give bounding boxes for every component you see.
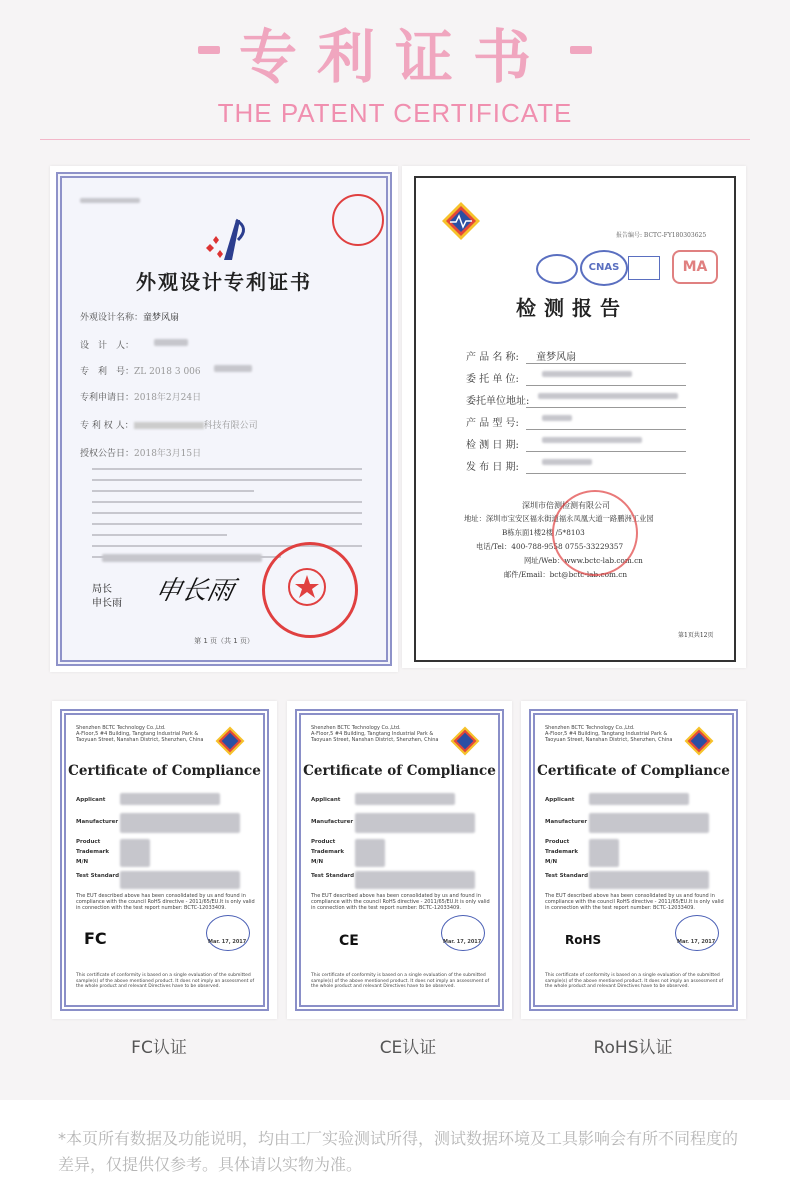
cert-label-model: M/N [545, 859, 558, 865]
header-divider [40, 139, 750, 140]
cert-card-rohs [521, 701, 746, 1019]
patent-signer-title: 局长 [92, 584, 112, 595]
cert-company-line2: A-Floor,5 #4 Building, Tangtang Industrial Park & [545, 731, 668, 737]
cert-label-manufacturer: Manufacturer [545, 819, 588, 825]
patent-redacted-line [102, 554, 262, 562]
cert-company-line3: Taoyuan Street, Nanshan District, Shenzhen, China [311, 737, 439, 743]
patent-serial [80, 198, 140, 203]
cert-statement: The EUT described above has been consolidated by us and found in compliance with the council RoHS directive - 2011/65/EU.It is only valid in connection with the test report number: BCTC-12033409. [311, 893, 490, 911]
cert-label-applicant: Applicant [76, 797, 106, 803]
cert-label-model: M/N [76, 859, 89, 865]
report-address: 地址：深圳市宝安区福永街道福永凤凰大道一路鹏洲工业园 [464, 514, 654, 523]
testing-mark-icon [628, 256, 660, 280]
cert-label-trademark: Trademark [545, 849, 579, 855]
cert-disclaimer: This certificate of conformity is based on a single evaluation of the submitted sample(s) of the above mentioned product. It does not imply an assessment of the whole product and relevant Directives have to be observed. [311, 973, 490, 989]
ce-certificate [295, 709, 504, 1011]
cert-disclaimer: This certificate of conformity is based on a single evaluation of the submitted sample(s) of the above mentioned product. It does not imply an assessment of the whole product and relevant Directives have to be observed. [76, 973, 255, 989]
cert-label-trademark: Trademark [311, 849, 345, 855]
cert-label-product: Product [76, 839, 101, 845]
report-email: 邮件/Email：bct@bctc-lab.com.cn [504, 570, 628, 579]
report-row-model: 产 品 型 号: [466, 418, 519, 429]
bctc-logo-icon [214, 725, 246, 757]
cert-disclaimer: This certificate of conformity is based on a single evaluation of the submitted sample(s) of the above mentioned product. It does not imply an assessment of the whole product and relevant Directives have to be observed. [545, 973, 724, 989]
report-page: 第1页共12页 [678, 632, 714, 639]
cert-company-line1: Shenzhen BCTC Technology Co.,Ltd. [545, 725, 635, 731]
cert-statement: The EUT described above has been consolidated by us and found in compliance with the council RoHS directive - 2011/65/EU.It is only valid in connection with the test report number: BCTC-12033409. [76, 893, 255, 911]
rohs-certificate [529, 709, 738, 1011]
cert-card-fc [52, 701, 277, 1019]
patent-row-name: 外观设计名称：童梦风扇 [80, 313, 180, 323]
cert-date: Mar. 17, 2017 [677, 939, 716, 945]
cert-caption-rohs: RoHS认证 [593, 1038, 673, 1058]
cert-company-line1: Shenzhen BCTC Technology Co.,Ltd. [311, 725, 401, 731]
cert-signature-stamp [441, 915, 485, 951]
report-number: 报告编号: BCTC-FY180303625 [616, 232, 707, 239]
test-report [414, 176, 736, 662]
patent-row-number: 专 利 号：ZL 2018 3 006 [80, 367, 201, 377]
bctc-logo-icon [449, 725, 481, 757]
cnas-mark-icon: CNAS [580, 250, 628, 286]
patent-row-designer: 设 计 人： [80, 341, 135, 351]
patent-emblem-icon [202, 214, 252, 264]
cert-company-line3: Taoyuan Street, Nanshan District, Shenzhen, China [76, 737, 204, 743]
cert-company-line1: Shenzhen BCTC Technology Co.,Ltd. [76, 725, 166, 731]
patent-signer-name: 申长雨 [92, 598, 122, 609]
cert-label-manufacturer: Manufacturer [311, 819, 354, 825]
report-company-seal [552, 490, 638, 576]
cert-label-applicant: Applicant [311, 797, 341, 803]
bctc-logo-icon [440, 200, 482, 242]
patent-certificate [56, 172, 392, 666]
report-company: 深圳市倍测检测有限公司 [522, 501, 610, 510]
cert-label-product: Product [311, 839, 336, 845]
cert-signature-stamp [206, 915, 250, 951]
cert-title: Certificate of Compliance [68, 763, 261, 779]
cert-signature-stamp [675, 915, 719, 951]
report-phone: 电话/Tel：400-788-9558 0755-33229357 [476, 542, 624, 551]
cert-company-line2: A-Floor,5 #4 Building, Tangtang Industrial Park & [311, 731, 434, 737]
report-row-address: 委托单位地址: [466, 396, 530, 407]
report-row-release-date: 发 布 日 期: [466, 462, 519, 473]
cert-label-standard: Test Standard [311, 873, 355, 879]
cert-card-ce [287, 701, 512, 1019]
patent-page-number: 第 1 页（共 1 页） [194, 637, 254, 645]
cert-caption-fc: FC认证 [131, 1038, 187, 1058]
report-web: 网址/Web：www.bctc-lab.com.cn [524, 556, 643, 565]
cert-statement: The EUT described above has been consolidated by us and found in compliance with the council RoHS directive - 2011/65/EU.It is only valid in connection with the test report number: BCTC-12033409. [545, 893, 724, 911]
cert-title: Certificate of Compliance [303, 763, 496, 779]
cert-caption-ce: CE认证 [379, 1038, 437, 1058]
patent-signature: 申长雨 [152, 576, 237, 606]
patent-row-announce: 授权公告日：2018年3月15日 [80, 449, 202, 459]
cert-date: Mar. 17, 2017 [208, 939, 247, 945]
cert-title: Certificate of Compliance [537, 763, 730, 779]
report-row-test-date: 检 测 日 期: [466, 440, 519, 451]
cert-label-standard: Test Standard [76, 873, 120, 879]
cert-label-applicant: Applicant [545, 797, 575, 803]
cert-date: Mar. 17, 2017 [443, 939, 482, 945]
fc-certificate [60, 709, 269, 1011]
patent-card [50, 166, 398, 672]
cert-company-line2: A-Floor,5 #4 Building, Tangtang Industrial Park & [76, 731, 199, 737]
cert-company-line3: Taoyuan Street, Nanshan District, Shenzhen, China [545, 737, 673, 743]
ce-mark-icon: CE [339, 933, 359, 949]
patent-title: 外观设计专利证书 [136, 270, 312, 294]
footer-disclaimer: *本页所有数据及功能说明，均由工厂实验测试所得，测试数据环境及工具影响会有所不同程度的差异，仅提供仅参考。具体请以实物为准。 [58, 1129, 739, 1174]
fc-mark-icon: FC [84, 929, 107, 948]
cert-label-model: M/N [311, 859, 324, 865]
report-address-2: B栋东面1楼2楼 /5*8103 [502, 528, 585, 537]
report-title: 检测报告 [516, 296, 628, 320]
bctc-logo-icon [683, 725, 715, 757]
patent-office-seal [262, 542, 358, 638]
cert-label-trademark: Trademark [76, 849, 110, 855]
patent-row-owner: 专 利 权 人： 科技有限公司 [80, 421, 258, 431]
ilac-mark-icon [536, 254, 578, 284]
report-row-product: 产 品 名 称: 童梦风扇 [466, 352, 577, 363]
cert-label-product: Product [545, 839, 570, 845]
report-card [402, 166, 746, 668]
cert-label-manufacturer: Manufacturer [76, 819, 119, 825]
page-subtitle: THE PATENT CERTIFICATE [217, 98, 573, 128]
page-title: 专利证书 [238, 23, 551, 91]
cma-mark-icon: MA [672, 250, 718, 284]
report-row-client: 委 托 单 位: [466, 374, 519, 385]
patent-row-date: 专利申请日：2018年2月24日 [80, 393, 202, 403]
title-dash-right [570, 46, 592, 54]
patent-office-stamp-small [332, 194, 384, 246]
rohs-mark-icon: RoHS [565, 933, 602, 947]
cert-label-standard: Test Standard [545, 873, 589, 879]
